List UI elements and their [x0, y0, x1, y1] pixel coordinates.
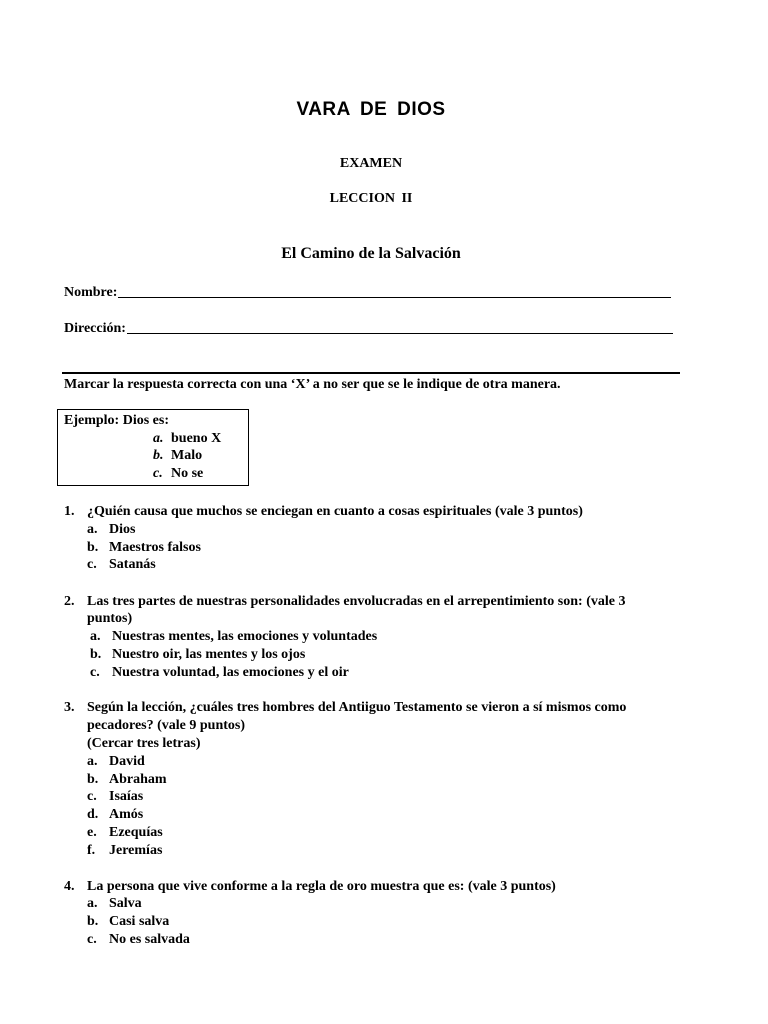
question-text: puntos) — [87, 611, 133, 626]
address-field[interactable] — [64, 319, 673, 337]
answer-option[interactable]: b. Maestros falsos — [87, 540, 201, 555]
lesson-subtitle: El Camino de la Salvación — [281, 245, 461, 262]
answer-option[interactable]: c. No es salvada — [87, 932, 190, 947]
name-field[interactable] — [64, 283, 671, 301]
question-text: La persona que vive conforme a la regla de oro muestra que es: (vale 3 puntos) — [87, 879, 556, 894]
question-text: Las tres partes de nuestras personalidades envolucradas en el arrepentimiento son: (vale 3 — [87, 594, 626, 609]
example-option-letter: c. — [153, 466, 163, 481]
answer-option[interactable]: d. Amós — [87, 807, 144, 822]
example-option-text: Malo — [171, 448, 203, 463]
question-text: pecadores? (vale 9 puntos) — [87, 718, 246, 733]
question-number: 3. — [64, 700, 75, 715]
answer-option[interactable]: b. Casi salva — [87, 914, 170, 929]
lesson-heading: LECCION II — [329, 191, 413, 206]
answer-option[interactable]: f. Jeremías — [87, 843, 163, 858]
example-option — [153, 448, 202, 464]
answer-option[interactable]: c. Satanás — [87, 557, 156, 572]
example-box — [57, 409, 249, 486]
answer-option[interactable]: a. Nuestras mentes, las emociones y voluntades — [90, 629, 378, 644]
question-text: ¿Quién causa que muchos se enciegan en cuanto a cosas espirituales (vale 3 puntos) — [87, 504, 583, 519]
example-heading: Ejemplo: Dios es: — [64, 413, 169, 428]
question-number: 4. — [64, 879, 75, 894]
name-blank[interactable] — [118, 297, 671, 298]
example-option-letter: b. — [153, 448, 164, 463]
answer-option[interactable]: a. David — [87, 754, 145, 769]
question-text: Según la lección, ¿cuáles tres hombres del Antiiguo Testamento se vieron a sí mismos como — [87, 700, 627, 715]
document-title: VARA DE DIOS — [296, 99, 446, 120]
question-number: 1. — [64, 504, 75, 519]
answer-option[interactable]: c. Nuestra voluntad, las emociones y el oir — [90, 665, 349, 680]
address-blank[interactable] — [127, 333, 673, 334]
answer-option[interactable]: a. Dios — [87, 522, 136, 537]
example-option — [153, 431, 221, 447]
example-option — [153, 466, 203, 482]
question-text: (Cercar tres letras) — [87, 736, 201, 751]
section-divider — [62, 372, 680, 374]
name-label: Nombre: — [64, 285, 118, 300]
answer-option[interactable]: a. Salva — [87, 896, 142, 911]
example-option-text: No se — [171, 466, 204, 481]
example-option-text: bueno X — [171, 431, 222, 446]
question-number: 2. — [64, 594, 75, 609]
answer-option[interactable]: c. Isaías — [87, 789, 144, 804]
answer-option[interactable]: b. Abraham — [87, 772, 167, 787]
answer-option[interactable]: b. Nuestro oir, las mentes y los ojos — [90, 647, 306, 662]
instructions: Marcar la respuesta correcta con una ‘X’ a no ser que se le indique de otra manera. — [64, 377, 561, 392]
example-option-letter: a. — [153, 431, 164, 446]
exam-heading: EXAMEN — [339, 156, 403, 171]
answer-option[interactable]: e. Ezequías — [87, 825, 163, 840]
address-label: Dirección: — [64, 321, 126, 336]
